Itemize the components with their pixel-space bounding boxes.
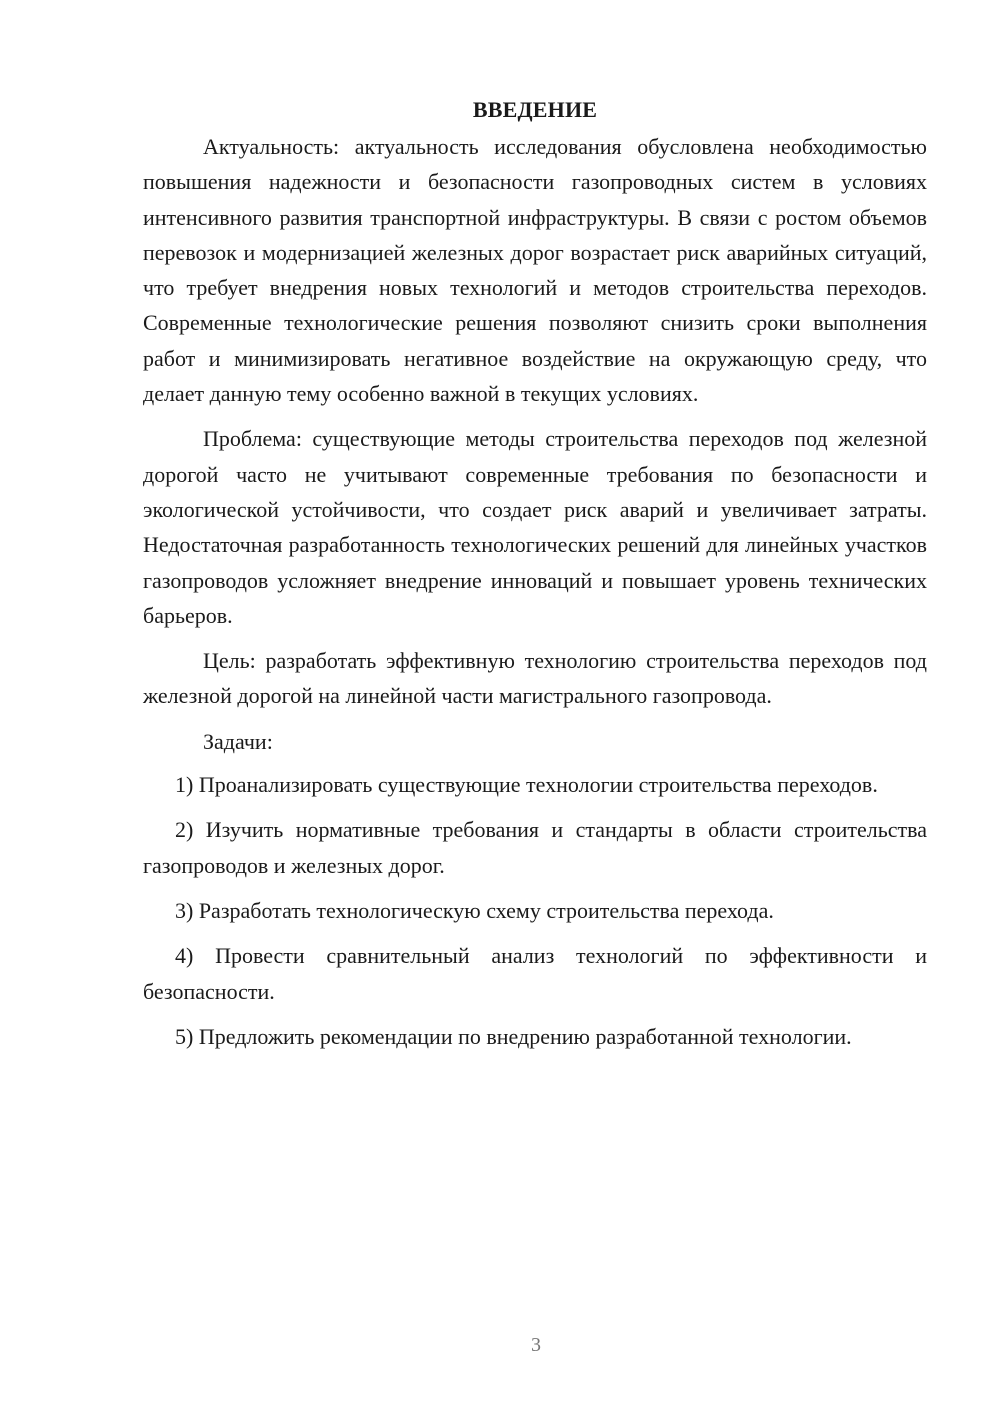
section-heading: ВВЕДЕНИЕ <box>472 97 598 122</box>
page-number: 3 <box>531 1334 541 1356</box>
tasks-heading: Задачи: <box>203 728 273 754</box>
document-page <box>143 92 927 1054</box>
task-item-3: 3) Разработать технологическую схему строительства перехода. <box>175 897 774 923</box>
task-item-5: 5) Предложить рекомендации по внедрению разработанной технологии. <box>175 1023 852 1049</box>
goal-paragraph: Цель: разработать эффективную технологию строительства переходов под железной дорогой на линейной части магистрального газопровода. <box>143 648 927 709</box>
task-item-4: 4) Провести сравнительный анализ технологий по эффективности и безопасности. <box>143 943 927 1004</box>
task-item-1: 1) Проанализировать существующие технологии строительства переходов. <box>175 772 878 798</box>
problem-paragraph: Проблема: существующие методы строительства переходов под железной дорогой часто не учитывают современные требования по безопасности и экологической устойчивости, что создает риск аварий и увеличивает затраты. Недостаточная разработанность технологических решений для линейных участков газопроводов усложняет внедрение инноваций и повышает уровень технических барьеров. <box>143 426 927 628</box>
relevance-paragraph: Актуальность: актуальность исследования обусловлена необходимостью повышения надежности и безопасности газопроводных систем в условиях интенсивного развития транспортной инфраструктуры. В связи с ростом объемов перевозок и модернизацией железных дорог возрастает риск аварийных ситуаций, что требует внедрения новых технологий и методов строительства переходов. Современные технологические решения позволяют снизить сроки выполнения работ и минимизировать негативное воздействие на окружающую среду, что делает данную тему особенно важной в текущих условиях. <box>143 134 927 407</box>
task-item-2: 2) Изучить нормативные требования и стандарты в области строительства газопроводов и железных дорог. <box>143 817 927 878</box>
tasks-list <box>143 767 927 1054</box>
